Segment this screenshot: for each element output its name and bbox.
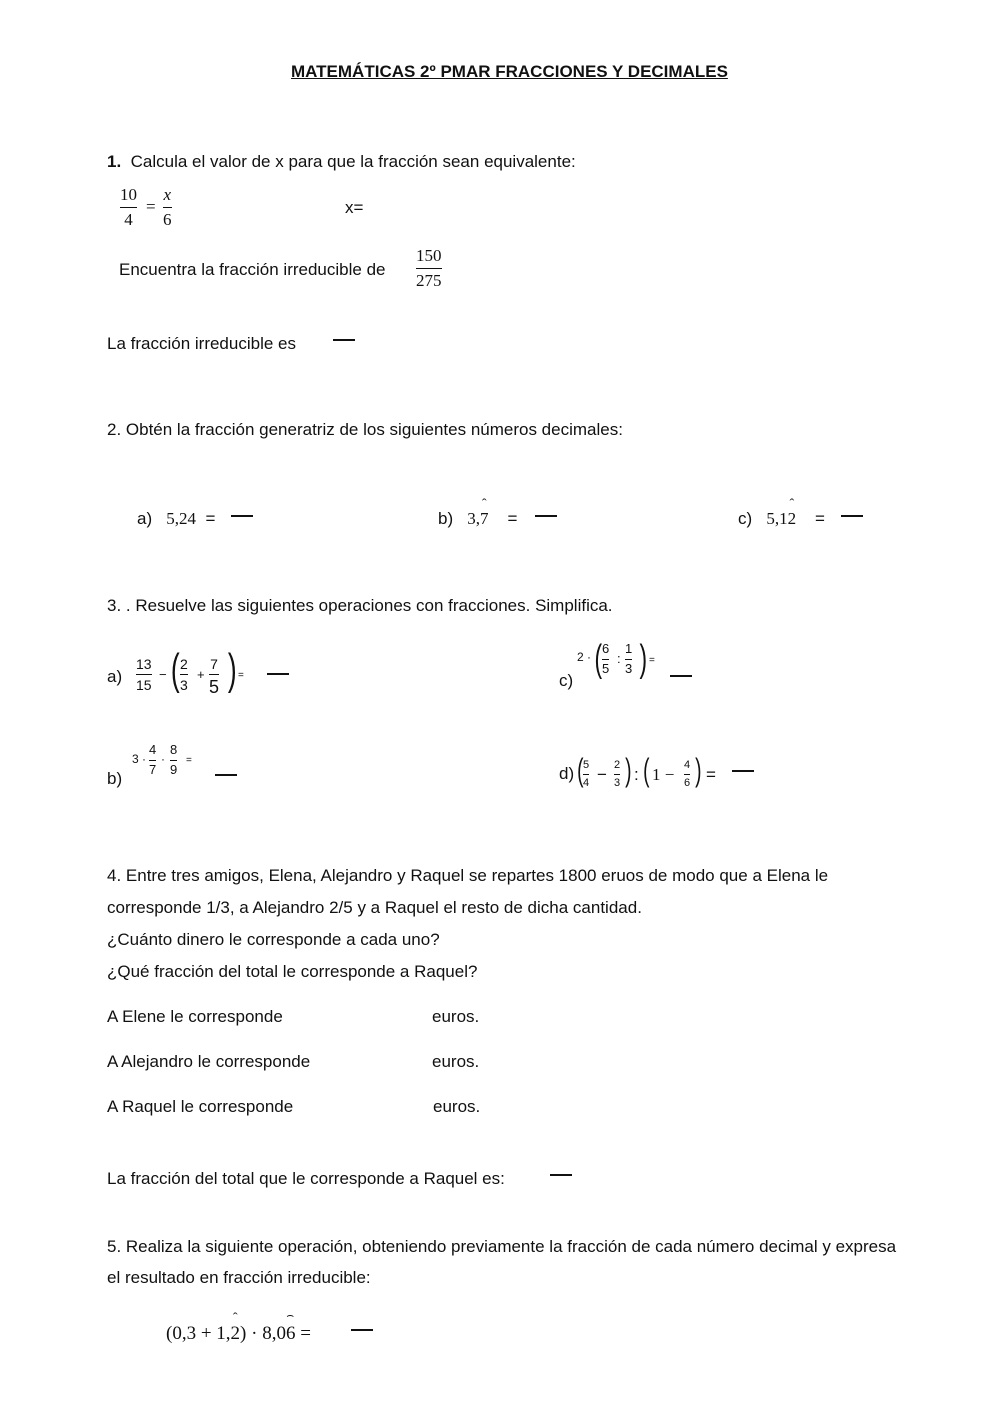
q4-row-alejandro-unit: euros. — [432, 1052, 480, 1071]
q3d-label: d) — [559, 764, 575, 783]
q3a-fraction-3: 7 5 — [209, 656, 220, 698]
q3a-equals: = — [238, 670, 244, 681]
q3c-coefficient: 2 · — [577, 650, 592, 664]
q5-answer-blank[interactable] — [351, 1329, 373, 1331]
question-4-line-1: 4. Entre tres amigos, Elena, Alejandro y Raquel se repartes 1800 eruos de modo que a Elena le — [107, 866, 829, 885]
q4-row-elena-unit: euros. — [432, 1007, 480, 1026]
question-5-line-1: 5. Realiza la siguiente operación, obteniendo previamente la fracción de cada número decimal y expresa — [107, 1237, 897, 1256]
q3b-equals: = — [186, 755, 192, 766]
q3b-answer-blank[interactable] — [215, 774, 237, 776]
equivalence-fraction-right: x 6 — [163, 185, 172, 229]
q4-fraction-blank[interactable] — [550, 1174, 572, 1176]
q2-item-b-blank[interactable] — [535, 515, 557, 517]
q4-row-raquel-label: A Raquel le corresponde — [107, 1097, 294, 1116]
q3d-equals: = — [706, 765, 716, 784]
question-1 — [107, 152, 576, 172]
q3c-close-paren: ) — [639, 638, 648, 680]
q3a-close-paren: ) — [227, 645, 237, 694]
question-2-text: 2. Obtén la fracción generatriz de los siguientes números decimales: — [107, 420, 623, 439]
q3d-answer-blank[interactable] — [732, 770, 754, 772]
q4-row-alejandro-label: A Alejandro le corresponde — [107, 1052, 311, 1071]
q2-item-b-value: 3,̂ 7 — [467, 509, 488, 528]
q2-item-c-value: 5,1̂ 2 — [766, 509, 796, 528]
question-4-line-2: corresponde 1/3, a Alejandro 2/5 y a Raquel el resto de dicha cantidad. — [107, 898, 642, 917]
q3b-dot: · — [161, 752, 165, 766]
q2-item-a-blank[interactable] — [231, 515, 253, 517]
question-1-number: 1. — [107, 152, 122, 171]
q4-row-elena-label: A Elene le corresponde — [107, 1007, 283, 1026]
irreducible-answer-label: La fracción irreducible es — [107, 334, 296, 353]
question-4-line-3: ¿Cuánto dinero le corresponde a cada uno? — [107, 930, 440, 949]
q3a-fraction-1: 13 15 — [136, 656, 152, 694]
q3b-fraction-2: 8 9 — [170, 742, 178, 777]
equivalence-fraction-left: 10 4 — [120, 185, 137, 229]
q3a-minus: − — [159, 667, 167, 682]
q5-expression: (0,3 + 1,̂ 2) · 8,0⌢ 6 = — [166, 1323, 311, 1345]
q3d-one-minus: 1 − — [652, 765, 675, 784]
question-4-line-4: ¿Qué fracción del total le corresponde a Raquel? — [107, 962, 478, 981]
q3b-label: b) — [107, 769, 123, 788]
q2-item-c: c) 5,1̂ 2 = — [738, 509, 825, 529]
q3d-divide: : — [634, 765, 639, 784]
irreducible-source-fraction: 150 275 — [416, 246, 442, 290]
q3d-fraction-3: 4 6 — [684, 759, 691, 789]
q3b-coefficient: 3 · — [132, 752, 147, 766]
irreducible-answer-blank[interactable] — [333, 339, 355, 341]
q3c-answer-blank[interactable] — [670, 675, 692, 677]
q3b-fraction-1: 4 7 — [149, 742, 157, 777]
question-3-text: 3. . Resuelve las siguientes operaciones con fracciones. Simplifica. — [107, 596, 613, 615]
question-5-line-2: el resultado en fracción irreducible: — [107, 1268, 371, 1287]
irreducible-prompt: Encuentra la fracción irreducible de — [119, 260, 386, 279]
q3a-plus: + — [197, 667, 205, 682]
q3c-open-paren: ( — [594, 638, 603, 680]
q3d-close-paren-2: ) — [695, 752, 702, 788]
q3d-open-paren-1: ( — [577, 752, 584, 788]
q3a-label: a) — [107, 667, 123, 686]
q3a-fraction-2: 2 3 — [180, 656, 188, 694]
q3a-answer-blank[interactable] — [267, 673, 289, 675]
equivalence-equals: = — [146, 197, 156, 216]
q3d-open-paren-2: ( — [643, 752, 650, 788]
q4-row-raquel-unit: euros. — [433, 1097, 481, 1116]
q3c-fraction-1: 6 5 — [602, 641, 610, 676]
q2-item-a: a) 5,24 = — [137, 509, 216, 528]
x-answer-label: x= — [345, 198, 364, 217]
q2-item-b: b) 3,̂ 7 = — [438, 509, 517, 529]
q3c-label: c) — [559, 671, 574, 690]
q2-item-a-value: 5,24 — [166, 509, 197, 528]
q3c-equals: = — [649, 655, 655, 666]
q4-fraction-label: La fracción del total que le corresponde a Raquel es: — [107, 1169, 505, 1188]
q3d-fraction-1: 5 4 — [583, 759, 590, 789]
q3d-close-paren-1: ) — [625, 752, 632, 788]
q3c-fraction-2: 1 3 — [625, 641, 633, 676]
question-1-text: Calcula el valor de x para que la fracción sean equivalente: — [130, 152, 576, 171]
q3d-fraction-2: 2 3 — [614, 759, 621, 789]
q2-item-c-blank[interactable] — [841, 515, 863, 517]
page-title: MATEMÁTICAS 2º PMAR FRACCIONES Y DECIMALES — [291, 62, 728, 81]
q3c-divide: : — [617, 651, 621, 666]
q3d-minus: − — [597, 765, 607, 784]
q3a-open-paren: ( — [170, 645, 180, 694]
